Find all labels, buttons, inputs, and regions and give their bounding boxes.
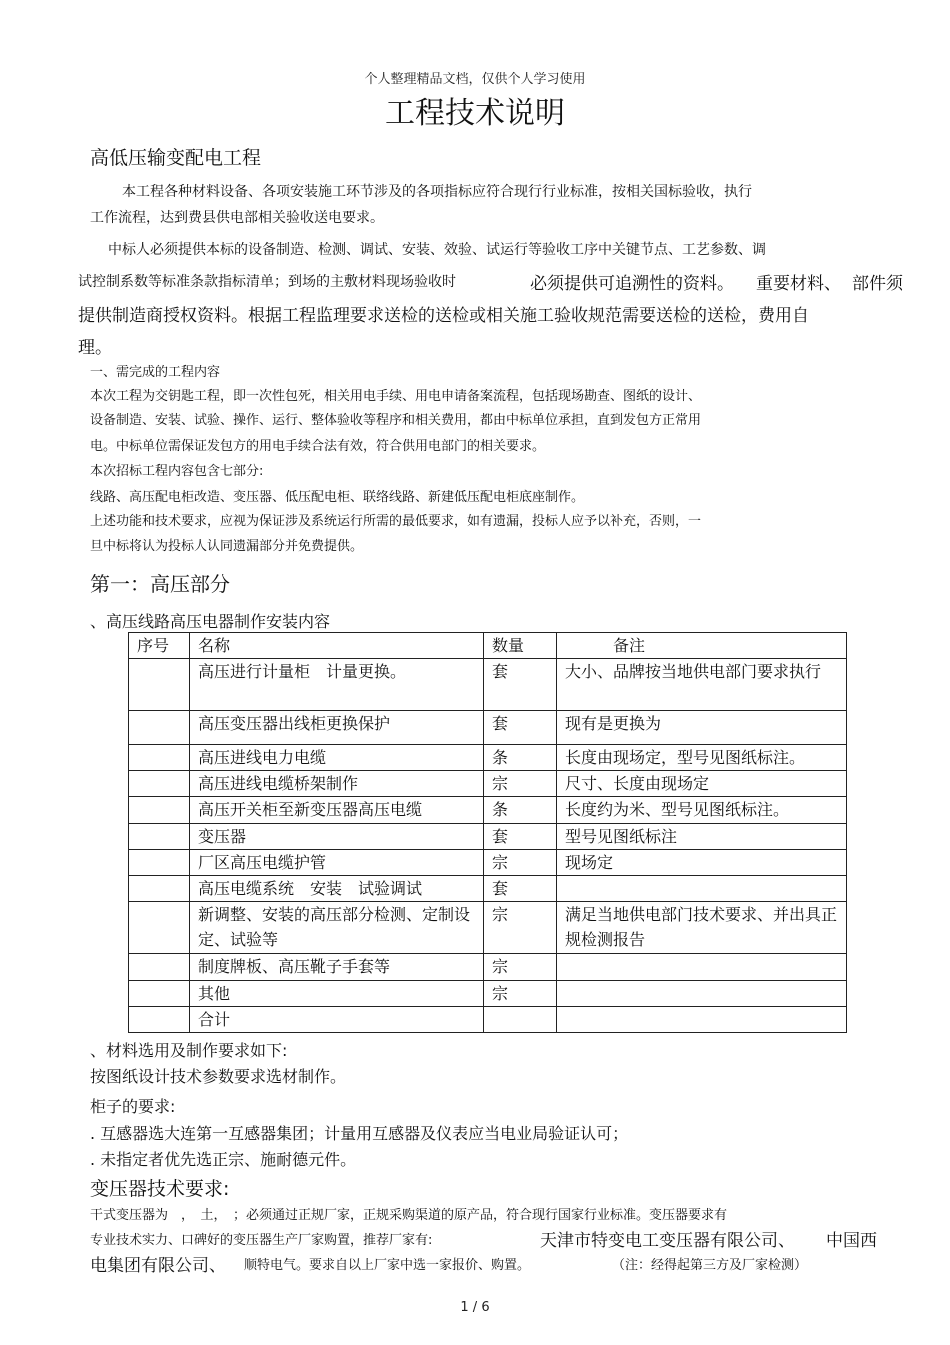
cell-no [129,659,190,711]
intro-line: 工作流程，达到费县供电部相关验收送电要求。 [90,210,384,226]
cell-name: 高压进线电缆桥架制作 [190,771,484,797]
table-row [129,902,847,954]
table-row [129,659,847,711]
table-row [129,745,847,771]
cell-note: 长度由现场定，型号见图纸标注。 [557,745,847,771]
cell-no [129,711,190,745]
section-line: 本次招标工程内容包含七部分: [90,464,264,479]
cell-note: 满足当地供电部门技术要求、并出具正规检测报告 [557,902,847,954]
table-caption: 、高压线路高压电器制作安装内容 [90,612,331,631]
cell-name: 变压器 [190,824,484,850]
cell-qty: 宗 [484,850,557,876]
section-line: 线路、高压配电柜改造、变压器、低压配电柜、联络线路、新建低压配电柜底座制作。 [90,490,585,505]
table-row [129,850,847,876]
table-row [129,981,847,1007]
cell-qty: 套 [484,824,557,850]
table-row [129,876,847,902]
table-row [129,771,847,797]
section-line: 电。中标单位需保证发包方的用电手续合法有效，符合供用电部门的相关要求。 [90,439,546,454]
cell-no [129,797,190,824]
section-heading: 一、需完成的工程内容 [90,365,221,380]
cell-note: 现有是更换为 [557,711,847,745]
cell-qty [484,1007,557,1033]
cell-note [557,876,847,902]
header-cell-no: 序号 [129,633,190,659]
cell-no [129,876,190,902]
cell-name: 其他 [190,981,484,1007]
cell-name: 高压开关柜至新变压器高压电缆 [190,797,484,824]
cell-no [129,1007,190,1033]
header-cell-name: 名称 [190,633,484,659]
section-line: 旦中标将认为投标人认同遗漏部分并免费提供。 [90,539,364,554]
cell-note [557,981,847,1007]
cabinet-item: . 未指定者优先选正宗、施耐德元件。 [90,1150,357,1169]
cell-name: 高压进行计量柜 计量更换。 [190,659,484,711]
intro-line: 重要材料、 [756,274,841,294]
cell-name: 厂区高压电缆护管 [190,850,484,876]
cell-qty: 宗 [484,902,557,954]
intro-line: 中标人必须提供本标的设备制造、检测、调试、安装、效验、试运行等验收工序中关键节点、工艺参数、调 [108,242,766,258]
transformer-line: 电集团有限公司、 [90,1256,226,1276]
cell-no [129,771,190,797]
cell-qty: 宗 [484,954,557,981]
intro-line: 试控制系数等标准条款指标清单；到场的主敷材料现场验收时 [78,274,456,290]
cell-note [557,954,847,981]
intro-line: 理。 [78,338,112,358]
cell-qty: 条 [484,745,557,771]
part-one-heading: 第一：高压部分 [90,572,230,596]
cell-no [129,745,190,771]
transformer-line: 干式变压器为 ， 土， ；必须通过正规厂家，正规采购渠道的原产品，符合现行国家行业标准。变压器要求有 [90,1208,728,1223]
transformer-line: 专业技术实力、口碑好的变压器生产厂家购置，推荐厂家有: [90,1233,433,1248]
transformer-heading: 变压器技术要求: [90,1178,230,1200]
project-name: 高低压输变配电工程 [90,147,262,169]
cell-name: 合计 [190,1007,484,1033]
materials-line: 按图纸设计技术参数要求选材制作。 [90,1067,347,1086]
cell-no [129,850,190,876]
cell-note: 长度约为米、型号见图纸标注。 [557,797,847,824]
items-table [128,632,847,1033]
cell-qty: 套 [484,876,557,902]
table-row [129,954,847,981]
cell-qty: 宗 [484,981,557,1007]
cell-no [129,824,190,850]
cabinet-item: . 互感器选大连第一互感器集团；计量用互感器及仪表应当电业局验证认可； [90,1124,629,1143]
table-row [129,711,847,745]
materials-heading: 、材料选用及制作要求如下: [90,1041,288,1060]
cell-no [129,902,190,954]
cabinet-heading: 柜子的要求: [90,1097,176,1116]
transformer-line: 顺特电气。要求自以上厂家中选一家报价、购置。 [244,1258,531,1273]
intro-line: 必须提供可追溯性的资料。 [530,274,734,294]
table-row [129,797,847,824]
header-cell-qty: 数量 [484,633,557,659]
cell-note [557,1007,847,1033]
cell-no [129,954,190,981]
intro-line: 提供制造商授权资料。根据工程监理要求送检的送检或相关施工验收规范需要送检的送检，费用自 [78,306,809,326]
table-header-row [129,633,847,659]
section-line: 本次工程为交钥匙工程，即一次性包死，相关用电手续、用电申请备案流程，包括现场勘查、图纸的设计、 [90,389,702,404]
header-note: 个人整理精品文档，仅供个人学习使用 [364,72,586,87]
cell-name: 新调整、安装的高压部分检测、定制设定、试验等 [190,902,484,954]
transformer-line: （注：经得起第三方及厂家检测） [612,1258,808,1273]
section-line: 设备制造、安装、试验、操作、运行、整体验收等程序和相关费用，都由中标单位承担，直到发包方正常用 [90,413,702,428]
table-row [129,1007,847,1033]
cell-note: 型号见图纸标注 [557,824,847,850]
intro-line: 部件须 [852,274,903,294]
section-line: 上述功能和技术要求，应视为保证涉及系统运行所需的最低要求，如有遗漏，投标人应予以补充，否则，一 [90,514,702,529]
transformer-line: 天津市特变电工变压器有限公司、 [540,1231,795,1251]
cell-name: 高压变压器出线柜更换保护 [190,711,484,745]
cell-note: 现场定 [557,850,847,876]
cell-note: 大小、品牌按当地供电部门要求执行 [557,659,847,711]
cell-name: 高压进线电力电缆 [190,745,484,771]
cell-name: 制度牌板、高压靴子手套等 [190,954,484,981]
cell-no [129,981,190,1007]
page-title: 工程技术说明 [385,96,565,131]
intro-line: 本工程各种材料设备、各项安装施工环节涉及的各项指标应符合现行行业标准，按相关国标验收，执行 [122,184,752,200]
cell-qty: 宗 [484,771,557,797]
transformer-line: 中国西 [826,1231,877,1251]
cell-qty: 条 [484,797,557,824]
cell-qty: 套 [484,711,557,745]
header-cell-note: 备注 [557,633,847,659]
page-number: 1 / 6 [460,1300,490,1315]
cell-note: 尺寸、长度由现场定 [557,771,847,797]
table-row [129,824,847,850]
cell-qty: 套 [484,659,557,711]
cell-name: 高压电缆系统 安装 试验调试 [190,876,484,902]
